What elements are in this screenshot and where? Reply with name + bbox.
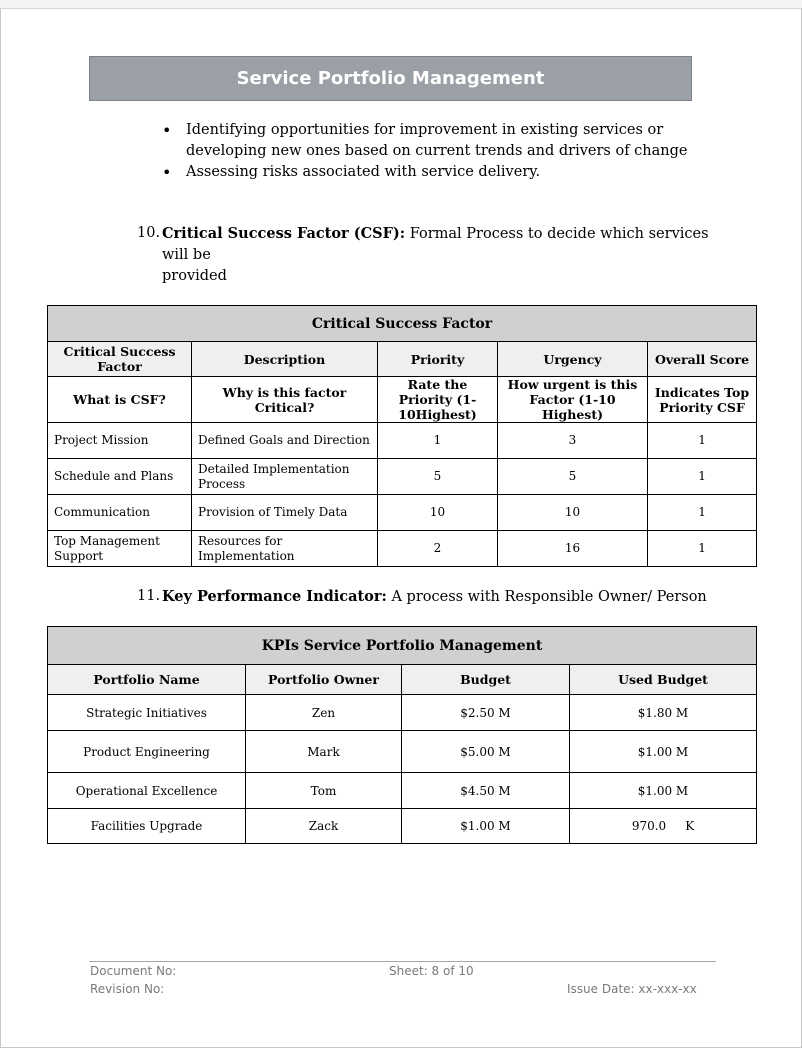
column-subheader: How urgent is this Factor (1-10 Highest)	[498, 377, 648, 423]
footer-document-no: Document No:	[90, 964, 177, 978]
table-cell: Zack	[246, 809, 402, 844]
column-subheader: Why is this factor Critical?	[192, 377, 378, 423]
kpi-table-caption: KPIs Service Portfolio Management	[48, 627, 757, 665]
csf-table	[47, 305, 757, 567]
table-cell: Schedule and Plans	[48, 459, 192, 495]
list-item: • Identifying opportunities for improvement in existing services or developing new ones based on current trends and drivers of change	[160, 120, 720, 162]
table-cell: 5	[378, 459, 498, 495]
table-cell: Mark	[246, 731, 402, 773]
table-row	[48, 695, 757, 731]
table-cell: 16	[498, 531, 648, 567]
section-term: Key Performance Indicator:	[162, 588, 387, 605]
table-cell: $1.00 M	[570, 773, 757, 809]
table-cell: $4.50 M	[402, 773, 570, 809]
column-subheader: Indicates Top Priority CSF	[648, 377, 757, 423]
table-cell: Communication	[48, 495, 192, 531]
section-text: Formal Process to decide which services will be	[162, 226, 709, 263]
section-text-continued: provided	[162, 268, 227, 284]
section-term: Critical Success Factor (CSF):	[162, 225, 406, 242]
footer-issue-date: Issue Date: xx-xxx-xx	[567, 982, 697, 996]
table-cell: Project Mission	[48, 423, 192, 459]
column-header: Used Budget	[570, 665, 757, 695]
table-cell: Resources for Implementation	[192, 531, 378, 567]
table-cell: Provision of Timely Data	[192, 495, 378, 531]
table-cell: 10	[498, 495, 648, 531]
table-cell: Product Engineering	[48, 731, 246, 773]
list-item: • Assessing risks associated with service delivery.	[160, 162, 720, 183]
table-cell: Top Management Support	[48, 531, 192, 567]
table-row	[48, 773, 757, 809]
table-cell: 1	[378, 423, 498, 459]
column-header: Budget	[402, 665, 570, 695]
column-subheader: What is CSF?	[48, 377, 192, 423]
table-cell: $1.00 M	[402, 809, 570, 844]
table-cell: Strategic Initiatives	[48, 695, 246, 731]
footer-divider	[89, 961, 716, 962]
table-cell: 5	[498, 459, 648, 495]
table-cell: Zen	[246, 695, 402, 731]
column-header: Overall Score	[648, 342, 757, 377]
table-row	[48, 531, 757, 567]
table-cell: Facilities Upgrade	[48, 809, 246, 844]
table-cell: 2	[378, 531, 498, 567]
column-header: Critical Success Factor	[48, 342, 192, 377]
table-cell: $1.80 M	[570, 695, 757, 731]
bullet-list	[160, 120, 720, 183]
table-row	[48, 459, 757, 495]
column-header: Portfolio Owner	[246, 665, 402, 695]
column-header: Urgency	[498, 342, 648, 377]
section-10-heading	[137, 223, 737, 284]
table-cell: 1	[648, 495, 757, 531]
section-number: 11.	[137, 588, 161, 604]
table-cell: $1.00 M	[570, 731, 757, 773]
section-number: 10.	[137, 225, 161, 241]
section-text: A process with Responsible Owner/ Person	[386, 589, 707, 605]
page-title: Service Portfolio Management	[89, 56, 692, 101]
table-cell: $2.50 M	[402, 695, 570, 731]
table-cell: Defined Goals and Direction	[192, 423, 378, 459]
column-subheader: Rate the Priority (1-10Highest)	[378, 377, 498, 423]
table-cell: 10	[378, 495, 498, 531]
table-cell: 1	[648, 423, 757, 459]
table-row	[48, 423, 757, 459]
table-cell: Tom	[246, 773, 402, 809]
csf-table-caption: Critical Success Factor	[48, 306, 757, 342]
table-cell: 1	[648, 459, 757, 495]
table-cell: Operational Excellence	[48, 773, 246, 809]
table-cell: 1	[648, 531, 757, 567]
kpi-table	[47, 626, 757, 844]
section-11-heading	[137, 586, 737, 607]
table-row	[48, 809, 757, 844]
column-header: Priority	[378, 342, 498, 377]
table-row	[48, 495, 757, 531]
table-cell: 3	[498, 423, 648, 459]
table-cell: Detailed Implementation Process	[192, 459, 378, 495]
footer-sheet: Sheet: 8 of 10	[389, 964, 474, 978]
column-header: Portfolio Name	[48, 665, 246, 695]
table-cell: $5.00 M	[402, 731, 570, 773]
footer-revision-no: Revision No:	[90, 982, 165, 996]
column-header: Description	[192, 342, 378, 377]
table-cell: 970.0 K	[570, 809, 757, 844]
table-row	[48, 731, 757, 773]
